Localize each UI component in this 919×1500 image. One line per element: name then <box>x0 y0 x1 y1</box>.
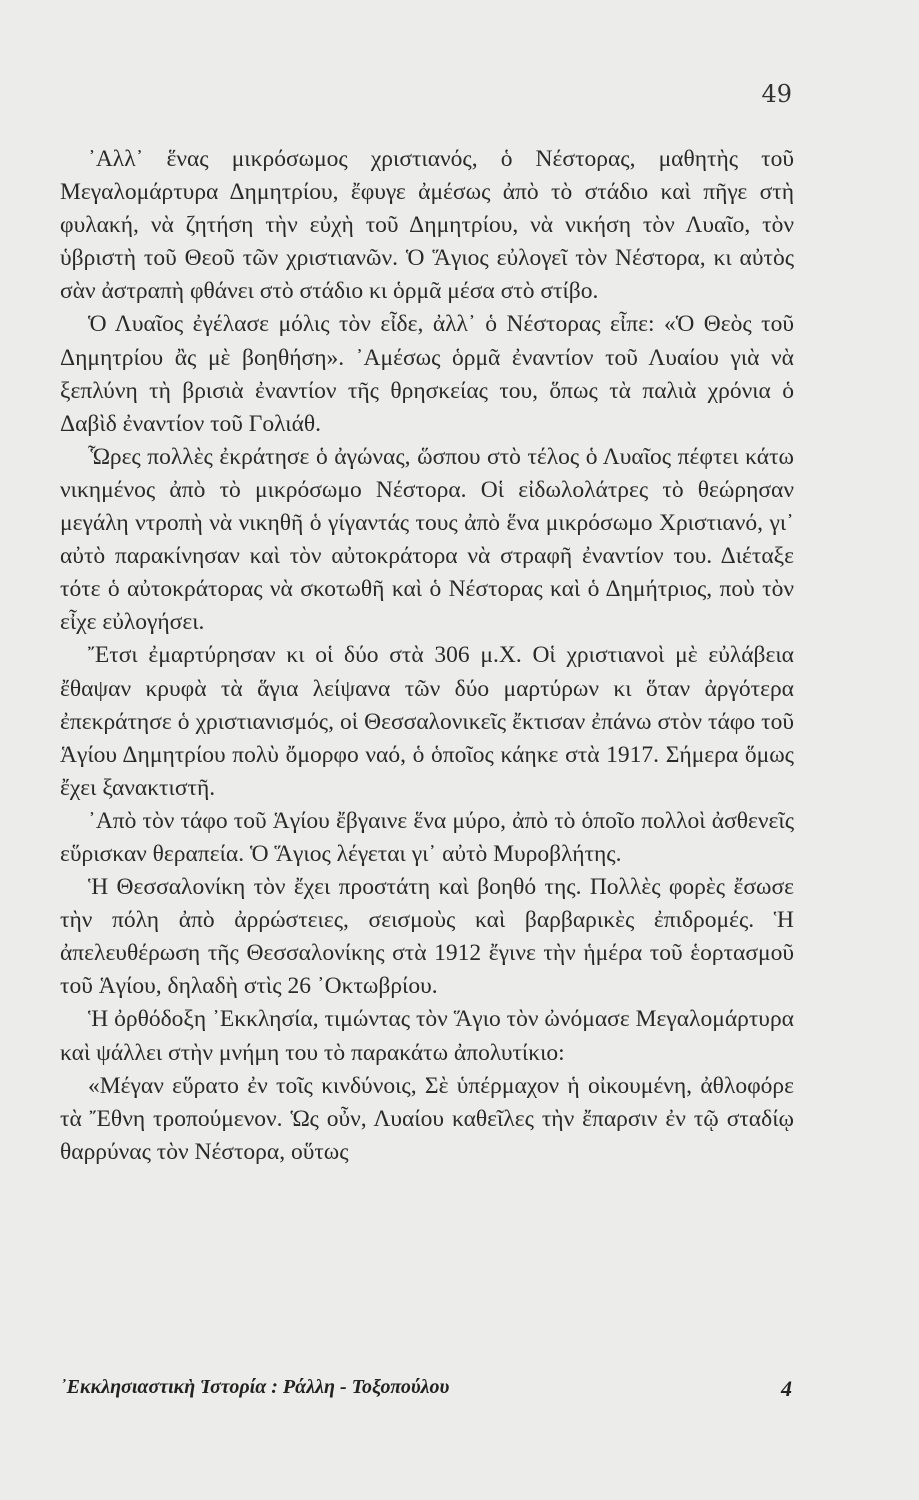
page-number: 49 <box>761 80 792 108</box>
paragraph: «Μέγαν εὕρατο ἐν τοῖς κινδύνοις, Σὲ ὑπέρμαχον ἡ οἰκουμένη, ἀθλοφόρε τὰ Ἔθνη τροπούμενον. Ὡς οὖν, Λυαίου καθεῖλες τὴν ἔπαρσιν ἐν τῷ σταδίῳ θαρρύνας τὸν Νέστορα, οὕτως <box>60 1072 794 1165</box>
body-text <box>60 143 794 1169</box>
paragraph: Ἡ ὀρθόδοξη ᾽Εκκλησία, τιμώντας τὸν Ἅγιο τὸν ὠνόμασε Μεγαλομάρτυρα καὶ ψάλλει στὴν μνήμη του τὸ παρακάτω ἀπολυτίκιο: <box>60 1006 794 1066</box>
paragraph: Ὧρες πολλὲς ἐκράτησε ὁ ἀγώνας, ὥσπου στὸ τέλος ὁ Λυαῖος πέφτει κάτω νικημένος ἀπὸ τὸ μικρόσωμο Νέστορα. Οἱ εἰδωλολάτρες τὸ θεώρησαν μεγάλη ντροπὴ νὰ νικηθῆ ὁ γίγαντάς τους ἀπὸ ἕνα μικρόσωμο Χριστιανό, γι᾽ αὐτὸ παρακίνησαν καὶ τὸν αὐτοκράτορα νὰ στραφῆ ἐναντίον του. Διέταξε τότε ὁ αὐτοκράτορας νὰ σκοτωθῆ καὶ ὁ Νέστορας καὶ ὁ Δημήτριος, ποὺ τὸν εἶχε εὐλογήσει. <box>60 443 794 636</box>
paragraph: ᾽Απὸ τὸν τάφο τοῦ Ἁγίου ἔβγαινε ἕνα μύρο, ἀπὸ τὸ ὁποῖο πολλοὶ ἀσθενεῖς εὕρισκαν θεραπεία. Ὁ Ἅγιος λέγεται γι᾽ αὐτὸ Μυροβλήτης. <box>60 807 794 867</box>
paragraph: Ἡ Θεσσαλονίκη τὸν ἔχει προστάτη καὶ βοηθό της. Πολλὲς φορὲς ἔσωσε τὴν πόλη ἀπὸ ἀρρώστειες, σεισμοὺς καὶ βαρβαρικὲς ἐπιδρομές. Ἡ ἀπελευθέρωση τῆς Θεσσαλονίκης στὰ 1912 ἔγινε τὴν ἡμέρα τοῦ ἑορτασμοῦ τοῦ Ἁγίου, δηλαδὴ στὶς 26 ᾽Οκτωβρίου. <box>60 874 794 1000</box>
footer-signature-mark: 4 <box>781 1376 792 1401</box>
paragraph: Ὁ Λυαῖος ἐγέλασε μόλις τὸν εἶδε, ἀλλ᾽ ὁ Νέστορας εἶπε: «Ὁ Θεὸς τοῦ Δημητρίου ἂς μὲ βοηθήση». ᾽Αμέσως ὁρμᾶ ἐναντίον τοῦ Λυαίου γιὰ νὰ ξεπλύνη τὴ βρισιὰ ἐναντίον τῆς θρησκείας του, ὅπως τὰ παλιὰ χρόνια ὁ Δαβὶδ ἐναντίον τοῦ Γολιάθ. <box>60 311 794 437</box>
paragraph: ᾽Αλλ᾽ ἕνας μικρόσωμος χριστιανός, ὁ Νέστορας, μαθητὴς τοῦ Μεγαλομάρτυρα Δημητρίου, ἔφυγε ἀμέσως ἀπὸ τὸ στάδιο καὶ πῆγε στὴ φυλακή, νὰ ζητήση τὴν εὐχὴ τοῦ Δημητρίου, νὰ νικήση τὸν Λυαῖο, τὸν ὑβριστὴ τοῦ Θεοῦ τῶν χριστιανῶν. Ὁ Ἅγιος εὐλογεῖ τὸν Νέστορα, κι αὐτὸς σὰν ἀστραπὴ φθάνει στὸ στάδιο κι ὁρμᾶ μέσα στὸ στίβο. <box>60 146 794 305</box>
paragraph: Ἔτσι ἐμαρτύρησαν κι οἱ δύο στὰ 306 μ.Χ. Οἱ χριστιανοὶ μὲ εὐλάβεια ἔθαψαν κρυφὰ τὰ ἅγια λείψανα τῶν δύο μαρτύρων κι ὅταν ἀργότερα ἐπεκράτησε ὁ χριστιανισμός, οἱ Θεσσαλονικεῖς ἔκτισαν ἐπάνω στὸν τάφο τοῦ Ἁγίου Δημητρίου πολὺ ὄμορφο ναό, ὁ ὁποῖος κάηκε στὰ 1917. Σήμερα ὅμως ἔχει ξανακτιστῆ. <box>60 642 794 801</box>
footer-book-title: ᾽Εκκλησιαστικὴ Ἱστορία : Ράλλη - Τοξοπούλου <box>60 1376 450 1398</box>
